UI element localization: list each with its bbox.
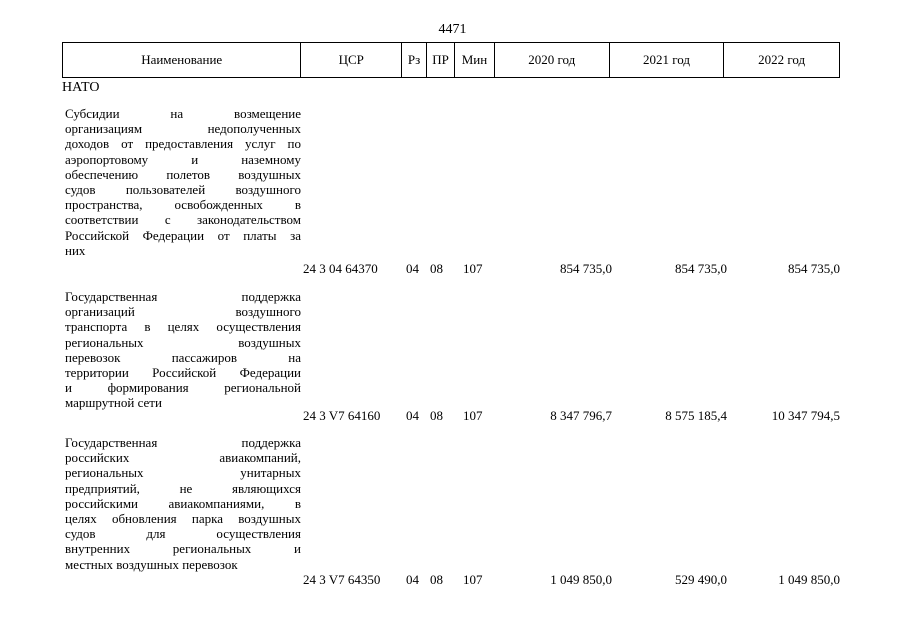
name-line: них xyxy=(65,242,86,258)
header-min: Мин xyxy=(455,43,495,77)
name-line: перевозок пассажиров на xyxy=(65,349,301,365)
name-line: целях обновления парка воздушных xyxy=(65,511,301,527)
name-line: региональных воздушных xyxy=(65,334,301,350)
name-line: российскими авиакомпаниями, в xyxy=(65,495,301,511)
name-line: доходов от предоставления услуг по xyxy=(65,136,301,152)
header-year-2022: 2022 год xyxy=(758,52,806,67)
header-csr: ЦСР xyxy=(301,43,402,77)
continuation-text: НАТО xyxy=(62,80,100,95)
table-row xyxy=(62,435,840,590)
name-line: судов пользователей воздушного xyxy=(65,182,301,198)
header-year-2020: 2020 год xyxy=(495,43,610,77)
row-rz: 04 xyxy=(406,572,419,587)
name-line: и формирования региональной xyxy=(65,380,301,396)
row-value-2020: 8 347 796,7 xyxy=(550,408,612,423)
name-line: региональных унитарных xyxy=(65,465,301,481)
name-line: соответствии с законодательством xyxy=(65,212,301,228)
name-line: маршрутной сети xyxy=(65,395,162,411)
row-csr: 24 3 04 64370 xyxy=(303,261,378,276)
row-min: 107 xyxy=(463,408,483,423)
name-line: внутренних региональных и xyxy=(65,541,301,557)
row-name xyxy=(65,289,301,411)
row-rz: 04 xyxy=(406,261,419,276)
name-line: Государственная поддержка xyxy=(65,289,301,304)
row-value-2021: 529 490,0 xyxy=(675,572,727,587)
row-pr: 08 xyxy=(430,261,443,276)
row-rz: 04 xyxy=(406,408,419,423)
name-line: российских авиакомпаний, xyxy=(65,450,301,466)
row-min: 107 xyxy=(463,261,483,276)
row-csr: 24 3 V7 64350 xyxy=(303,572,381,587)
name-line: Государственная поддержка xyxy=(65,435,301,450)
name-line: местных воздушных перевозок xyxy=(65,556,238,572)
row-name xyxy=(65,435,301,572)
header-pr: ПР xyxy=(427,43,455,77)
name-line: судов для осуществления xyxy=(65,526,301,542)
name-line: территории Российской Федерации xyxy=(65,365,301,381)
name-line: транспорта в целях осуществления xyxy=(65,319,301,335)
header-name: Наименование xyxy=(63,43,301,77)
name-line: организаций воздушного xyxy=(65,304,301,320)
page-number: 4471 xyxy=(438,22,467,37)
row-name xyxy=(65,106,301,258)
name-line: Российской Федерации от платы за xyxy=(65,227,301,243)
row-value-2020: 1 049 850,0 xyxy=(550,572,612,587)
row-csr: 24 3 V7 64160 xyxy=(303,408,381,423)
name-line: обеспечению полетов воздушных xyxy=(65,166,301,182)
row-value-2022: 1 049 850,0 xyxy=(778,572,840,587)
row-pr: 08 xyxy=(430,408,443,423)
name-line: пространства, освобожденных в xyxy=(65,197,301,213)
name-line: Субсидии на возмещение xyxy=(65,106,301,121)
row-value-2022: 854 735,0 xyxy=(788,261,840,276)
row-min: 107 xyxy=(463,572,483,587)
header-rz: Рз xyxy=(402,43,427,77)
name-line: предприятий, не являющихся xyxy=(65,480,301,496)
row-value-2021: 8 575 185,4 xyxy=(665,408,727,423)
table-header xyxy=(62,42,840,78)
table-row xyxy=(62,289,840,427)
row-value-2022: 10 347 794,5 xyxy=(771,408,840,423)
name-line: аэропортовому и наземному xyxy=(65,151,301,167)
row-value-2021: 854 735,0 xyxy=(675,261,727,276)
table-row xyxy=(62,106,840,278)
header-year-2021: 2021 год xyxy=(610,43,725,77)
name-line: организациям недополученных xyxy=(65,121,301,137)
row-value-2020: 854 735,0 xyxy=(560,261,612,276)
row-pr: 08 xyxy=(430,572,443,587)
